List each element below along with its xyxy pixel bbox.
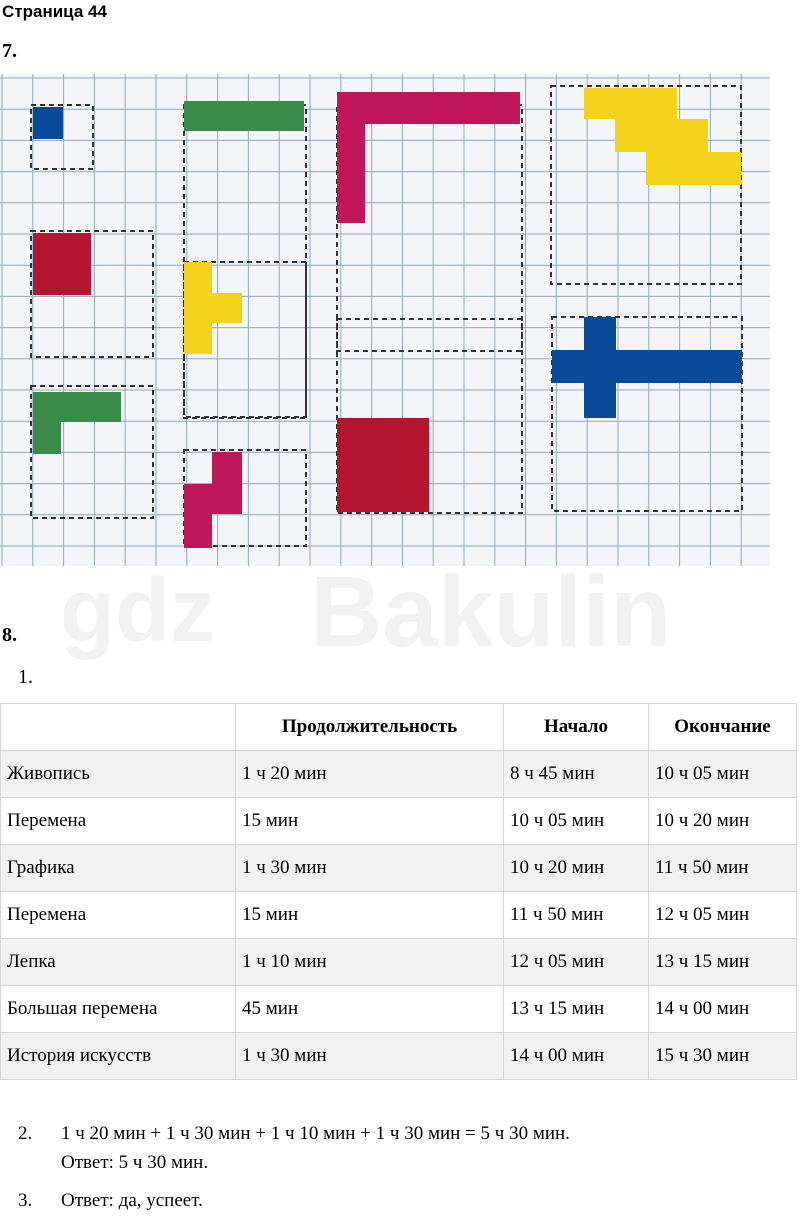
task-8-sub2-expression: 1 ч 20 мин + 1 ч 30 мин + 1 ч 10 мин + 1 ч 30 мин = 5 ч 30 мин. [61,1123,570,1144]
grid-figure [0,74,770,566]
cell-duration: 1 ч 30 мин [236,1033,504,1080]
table-row [1,1033,797,1080]
cell-lesson: История искусств [1,1033,236,1080]
header-start: Начало [504,704,649,751]
outline-blue-cross [552,317,742,511]
crimson-L [337,92,520,223]
header-duration: Продолжительность [236,704,504,751]
yellow-z-shape [584,88,741,185]
watermark-bakulin: Bakulin [310,556,672,668]
cell-end: 15 ч 30 мин [649,1033,797,1080]
green-L [33,392,121,454]
task-8-sub1-number: 1. [18,666,33,688]
task-8-sub2-answer: Ответ: 5 ч 30 мин. [61,1152,209,1173]
schedule-table [0,703,797,1080]
cell-start: 14 ч 00 мин [504,1033,649,1080]
blue-cross [552,317,742,418]
cell-duration: 1 ч 10 мин [236,939,504,986]
header-empty [1,704,236,751]
blue-square [33,107,63,139]
cell-start: 10 ч 05 мин [504,798,649,845]
task-8-sub3-number: 3. [18,1190,33,1211]
cell-start: 11 ч 50 мин [504,892,649,939]
red-big-square [337,418,429,512]
task-8-sub3-answer: Ответ: да, успеет. [61,1190,203,1211]
table-row [1,892,797,939]
cell-lesson: Большая перемена [1,986,236,1033]
cell-duration: 15 мин [236,892,504,939]
cell-duration: 15 мин [236,798,504,845]
crimson-small-shape [184,452,242,548]
cell-end: 11 ч 50 мин [649,845,797,892]
cell-lesson: Перемена [1,798,236,845]
table-row [1,798,797,845]
cell-duration: 1 ч 20 мин [236,751,504,798]
header-end: Окончание [649,704,797,751]
cell-end: 10 ч 05 мин [649,751,797,798]
cell-end: 10 ч 20 мин [649,798,797,845]
green-bar [184,101,304,131]
cell-lesson: Живопись [1,751,236,798]
cell-end: 12 ч 05 мин [649,892,797,939]
cell-lesson: Перемена [1,892,236,939]
table-header-row [1,704,797,751]
yellow-t-shape [184,262,242,354]
task-8-sub2-number: 2. [18,1123,33,1144]
page-title: Страница 44 [2,2,107,21]
cell-end: 13 ч 15 мин [649,939,797,986]
watermark-gdz: gdz [60,561,215,661]
table-row [1,845,797,892]
table-row [1,939,797,986]
cell-lesson: Графика [1,845,236,892]
task-8-number: 8. [2,624,17,646]
table-row [1,986,797,1033]
cell-duration: 1 ч 30 мин [236,845,504,892]
cell-duration: 45 мин [236,986,504,1033]
cell-lesson: Лепка [1,939,236,986]
cell-start: 12 ч 05 мин [504,939,649,986]
task-7-number: 7. [2,40,17,62]
cell-start: 13 ч 15 мин [504,986,649,1033]
table-row [1,751,797,798]
cell-start: 10 ч 20 мин [504,845,649,892]
cell-end: 14 ч 00 мин [649,986,797,1033]
cell-start: 8 ч 45 мин [504,751,649,798]
red-square [33,233,91,295]
